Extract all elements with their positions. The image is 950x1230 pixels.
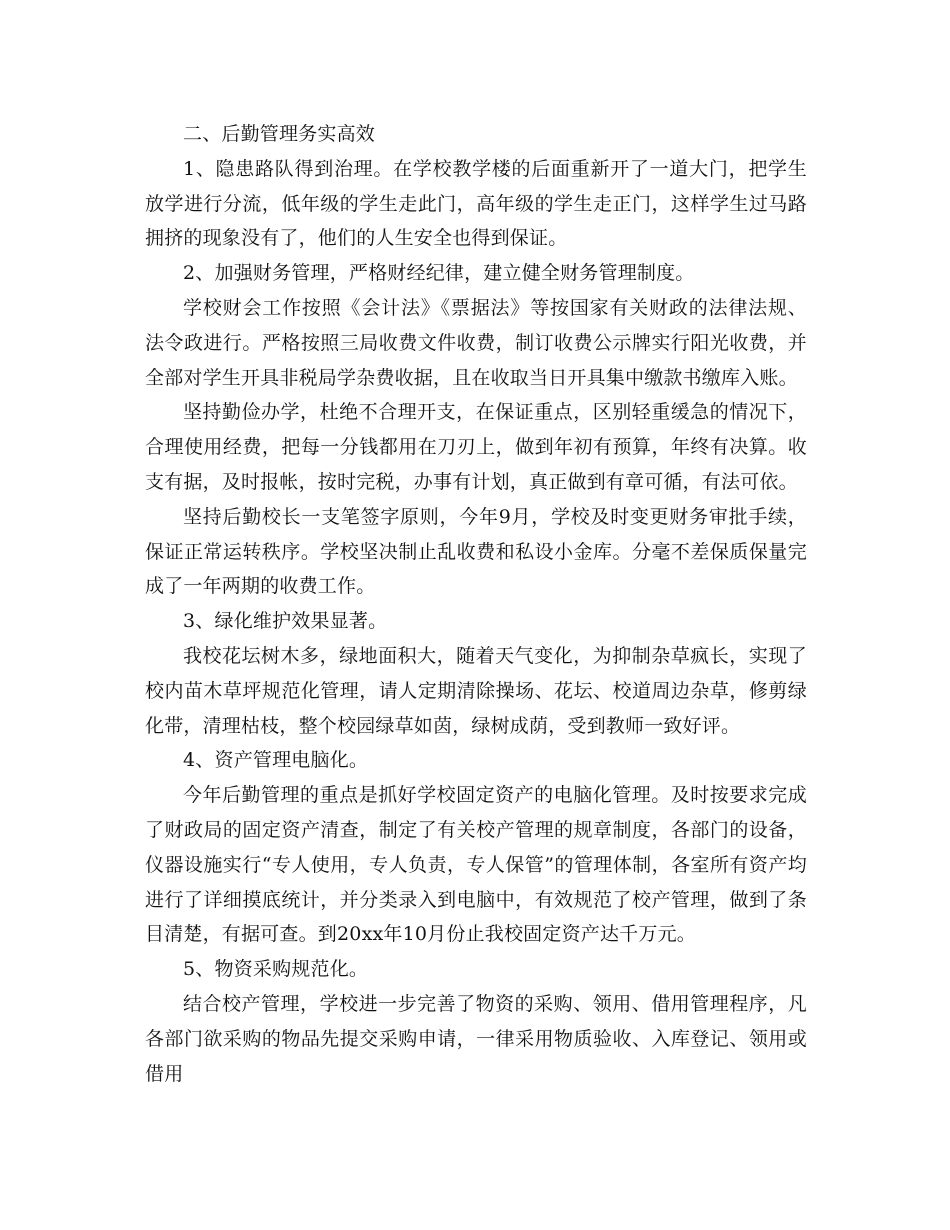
document-body <box>145 117 807 1091</box>
paragraph-greening-heading: 3、绿化维护效果显著。 <box>183 610 388 633</box>
paragraph-signature-principle: 坚持后勤校长一支笔签字原则，今年9月，学校及时变更财务审批手续，保证正常运转秩序。学校坚决制止乱收费和私设小金库。分毫不差保质保量完成了一年两期的收费工作。 <box>145 505 807 598</box>
paragraph-procurement: 结合校产管理，学校进一步完善了物资的采购、领用、借用管理程序，凡各部门欲采购的物品先提交采购申请，一律采用物质验收、入库登记、领用或借用 <box>145 992 807 1085</box>
paragraph-thrift: 坚持勤俭办学，杜绝不合理开支，在保证重点，区别轻重缓急的情况下，合理使用经费，把每一分钱都用在刀刃上，做到年初有预算，年终有决算。收支有据，及时报帐，按时完税，办事有计划，真正做到有章可循，有法可依。 <box>145 401 807 493</box>
paragraph-assets-heading: 4、资产管理电脑化。 <box>183 749 369 772</box>
paragraph-greening: 我校花坛树木多，绿地面积大，随着天气变化，为抑制杂草疯长，实现了校内苗木草坪规范化管理，请人定期清除操场、花坛、校道周边杂草，修剪绿化带，清理枯枝，整个校园绿草如茵，绿树成荫，受到教师一致好评。 <box>145 644 807 737</box>
paragraph-assets: 今年后勤管理的重点是抓好学校固定资产的电脑化管理。及时按要求完成了财政局的固定资产清查，制定了有关校产管理的规章制度，各部门的设备，仪器设施实行“专人使用，专人负责，专人保管”的管理体制，各室所有资产均进行了详细摸底统计，并分类录入到电脑中，有效规范了校产管理，做到了条目清楚，有据可查。到20xx年10月份止我校固定资产达千万元。 <box>145 784 807 946</box>
paragraph-road-safety: 1、隐患路队得到治理。在学校教学楼的后面重新开了一道大门，把学生放学进行分流，低年级的学生走此门，高年级的学生走正门，这样学生过马路拥挤的现象没有了，他们的人生安全也得到保证。 <box>145 157 807 250</box>
section-heading-logistics: 二、后勤管理务实高效 <box>183 123 376 145</box>
paragraph-procurement-heading: 5、物资采购规范化。 <box>183 958 369 981</box>
paragraph-finance-heading: 2、加强财务管理，严格财经纪律，建立健全财务管理制度。 <box>183 262 695 285</box>
paragraph-accounting-law: 学校财会工作按照《会计法》《票据法》等按国家有关财政的法律法规、法令政进行。严格按照三局收费文件收费，制订收费公示牌实行阳光收费，并全部对学生开具非税局学杂费收据，且在收取当日开具集中缴款书缴库入账。 <box>145 296 807 389</box>
